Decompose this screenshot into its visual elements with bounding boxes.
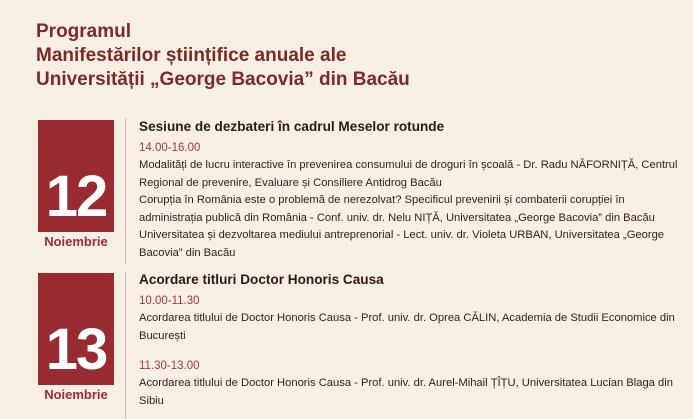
program-item: Acordarea titlului de Doctor Honoris Causa - Prof. univ. dr. Aurel-Mihail ȚÎȚU, Universitatea Lucian Blaga din Sibiu [139,377,673,407]
title-line: Universității „George Bacovia” din Bacău [36,69,410,90]
divider-line [125,118,126,264]
divider-line [125,273,126,419]
program-item: Corupția în România este o problemă de nerezolvat? Specificul prevenirii și combaterii corupției în administrația publică din România - Conf. univ. dr. Nelu NIȚĂ, Universitatea „George Bacovia” din Bacău [139,194,655,224]
date-badge-13 [38,273,114,385]
time-slot: 14.00-16.00 [139,142,201,154]
day-month: Noiembrie [44,234,108,249]
day-section-13 [139,271,684,410]
day-section-12 [139,118,684,262]
title-line: Programul [36,21,132,42]
spacer [139,345,684,357]
section-title: Acordare titluri Doctor Honoris Causa [139,272,384,287]
time-slot: 10.00-11.30 [139,295,200,307]
program-item: Universitatea și dezvoltarea mediului antreprenorial - Lect. univ. dr. Violeta URBAN, Universitatea „George Bacovia” din Bacău [139,229,665,259]
title-line: Manifestărilor științifice anuale ale [36,45,347,66]
day-month: Noiembrie [44,387,108,402]
day-number: 12 [45,164,107,229]
time-slot: 11.30-13.00 [139,360,200,372]
section-title: Sesiune de dezbateri în cadrul Meselor rotunde [139,119,445,134]
date-badge-12 [38,120,114,232]
program-item: Modalități de lucru interactive în prevenirea consumului de droguri în școală - Dr. Radu NĂFORNIȚĂ, Centrul Regional de prevenire, Evaluare și Consiliere Antidrog Bacău [139,159,678,189]
day-number: 13 [45,317,107,382]
program-title [36,20,410,92]
program-item: Acordarea titlului de Doctor Honoris Causa - Prof. univ. dr. Oprea CĂLIN, Academia de Studii Economice din București [139,312,675,342]
